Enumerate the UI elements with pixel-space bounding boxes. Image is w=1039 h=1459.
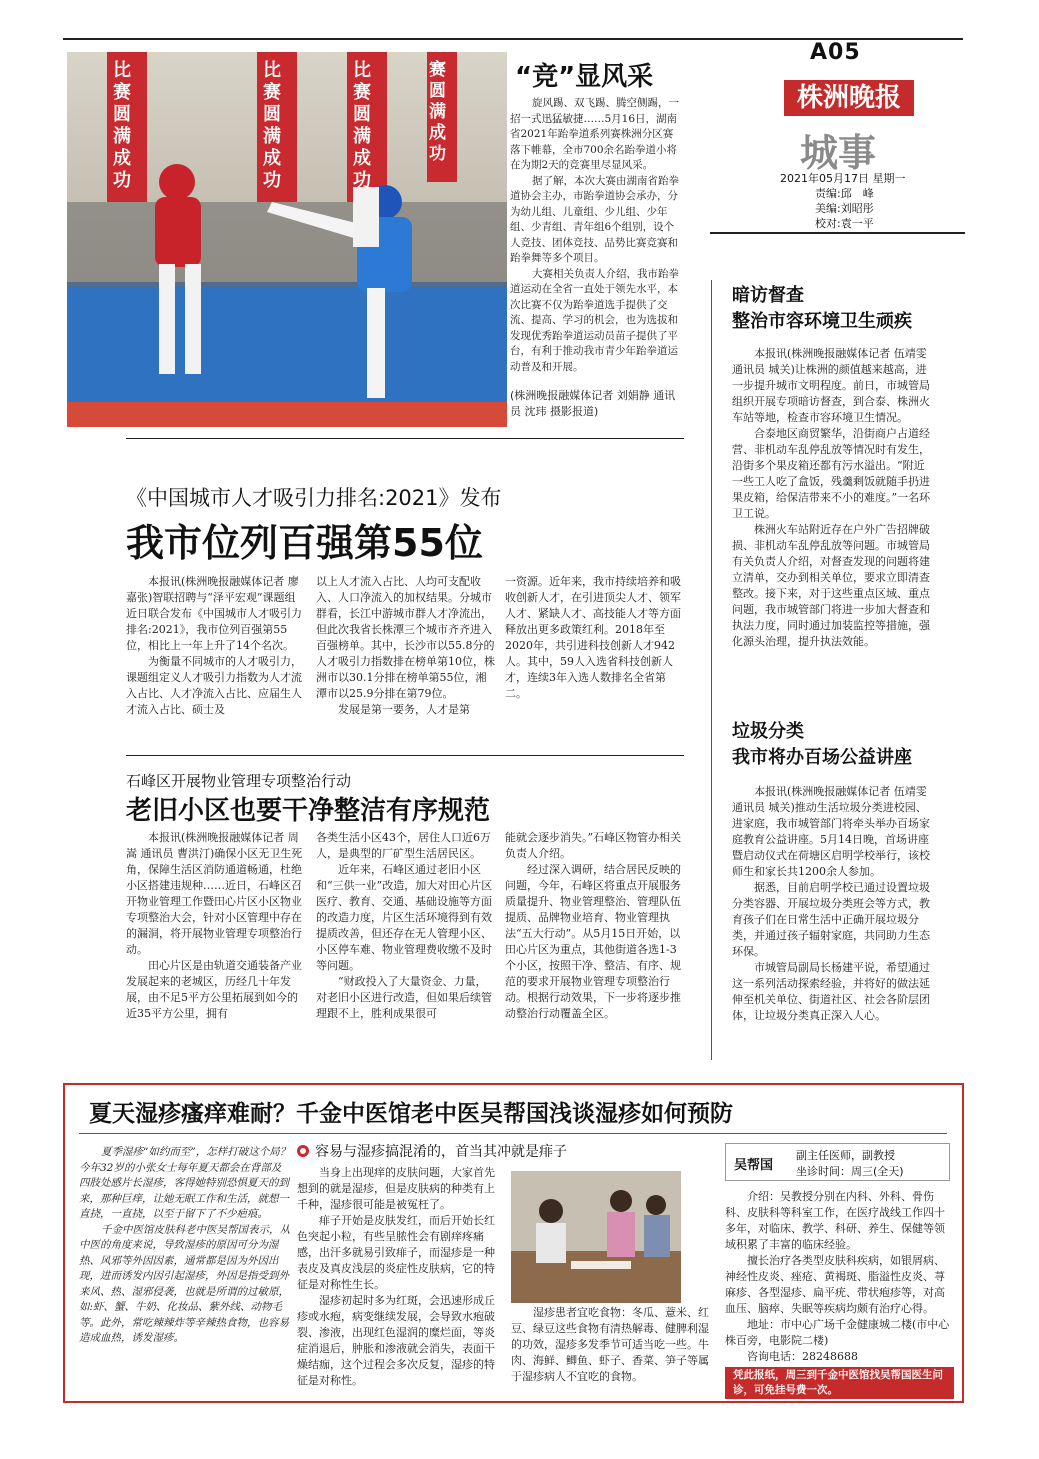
property-column-3 <box>505 830 685 1060</box>
garbage-paragraph: 本报讯(株洲晚报融媒体记者 伍靖雯 通讯员 城关)推动生活垃圾分类进校园、进家庭，我市城管部门将牵头举办百场家庭教育公益讲座。5月14日晚，首场讲座暨启动仪式在荷塘区启明学校举行，该校师生和家长共1200余人参加。 <box>732 785 930 878</box>
ad-footer-text: 凭此报纸，周三到千金中医馆找吴帮国医生问诊，可免挂号费一次。 <box>733 1369 943 1396</box>
banner-text-4: 赛圆满成功 <box>429 60 446 164</box>
sanitation-paragraph: 株洲火车站附近存在户外广告招牌破损、非机动车乱停乱放等问题。市城管局有关负责人介绍，对督查发现的问题将建立清单，交办到相关单位，要求立即清查整改。接下来，对于这些重点区域、重点问题，我市城管部门将进一步加大督查和执法力度，同时通过加装监控等措施，强化源头治理，提升执法效能。 <box>732 523 930 648</box>
ad-section-title: 容易与湿疹搞混淆的，首当其冲就是痱子 <box>315 1144 567 1160</box>
sanitation-title-2: 整治市容环境卫生顽疾 <box>732 311 912 332</box>
garbage-body <box>732 784 932 1052</box>
photo-story-paragraph: 大赛相关负责人介绍，我市跆拳道运动在全省一直处于领先水平，本次比赛不仅为跆拳道选手提供了交流、提高、学习的机会，也为选拔和发现优秀跆拳道运动员苗子提供了平台，有利于推动我市青少年跆拳道运动普及和开展。 <box>510 267 679 373</box>
paper-logo: 株洲晚报 <box>784 80 914 116</box>
photo-story-paragraph: 旋风踢、双飞踢、腾空侧踢，一招一式迅猛敏捷……5月16日，湖南省2021年跆拳道系列赛株洲分区赛落下帷幕，全市700余名跆拳道小将在为期2天的竞赛里尽显风采。 <box>510 97 679 171</box>
issue-date: 2021年05月17日 星期一 <box>780 172 906 185</box>
ad-intro-paragraph: 夏季湿疹“如约而至”，怎样打破这个局？今年32岁的小张女士每年夏天都会在背部及四肢处感片长湿疹，客得她特别恐惧夏天的到来，那种巨痒，让她无眠工作和生活，就想一直挠，一直挠，以至于留下了不少疤痕。 <box>79 1146 291 1220</box>
doctor-profile-paragraph: 擅长治疗各类型皮肤科疾病，如银屑病、神经性皮炎、痤疮、黄褐斑、脂溢性皮炎、荨麻疹、各型湿疹、扁平疣、带状疱疹等，对高血压、脑瘁、失眠等疾病均颇有治疗心得。 <box>725 1254 945 1315</box>
ad-footer-banner <box>725 1367 954 1399</box>
garbage-title-1: 垃圾分类 <box>732 721 804 742</box>
banner-text-1: 比赛圆满成功 <box>113 60 131 191</box>
doctor-profile-paragraph: 介绍：吴教授分别在内科、外科、骨伤科、皮肤科等科室工作，在医疗战线工作四十多年，对临床、教学、科研、养生、保健等领域积累了丰富的临床经验。 <box>725 1190 945 1251</box>
proofreader-credit: 校对:袁一平 <box>815 217 874 230</box>
taekwondo-photo <box>67 52 507 427</box>
talent-column-1 <box>126 574 306 724</box>
property-column-2 <box>316 830 496 1060</box>
talent-paragraph: 本报讯(株洲晚报融媒体记者 廖嘉张)智联招聘与“泽平宏观”课题组近日联合发布《中国城市人才吸引力排名:2021》，我市位列百强第55位，相比上一年上升了14个名次。 <box>126 575 302 652</box>
talent-paragraph: 一资源。近年来，我市持续培养和吸收创新人才，在引进顶尖人才、领军人才、紧缺人才、高技能人才等方面释放出更多政策红利。2018年至2020年，共引进科技创新人才942人。其中，59人入选省科技创新人才，连续3年入选人数排名全省第二。 <box>505 575 681 700</box>
ad-section-marker <box>297 1145 309 1157</box>
ad-article-body <box>297 1165 497 1399</box>
section-rule-2 <box>126 755 684 756</box>
property-subtitle: 石峰区开展物业管理专项整治行动 <box>126 772 352 790</box>
doctor-profile <box>725 1189 950 1364</box>
photo-story-title: “竞”显风采 <box>515 62 654 92</box>
property-paragraph: 近年来，石峰区通过老旧小区和“三供一业”改造，加大对田心片区医疗、教育、交通、基础设施等方面的改造力度，片区生活环境得到有效提质改善，但还存在无人管理小区、小区停车难、物业管理费收缴不及时等问题。 <box>316 863 493 972</box>
doctor-phone: 咨询电话：28248688 <box>747 1350 858 1363</box>
garbage-title-2: 我市将办百场公益讲座 <box>732 747 912 768</box>
sanitation-paragraph: 本报讯(株洲晚报融媒体记者 伍靖雯 通讯员 城关)让株洲的颜值越来越高，进一步提升城市文明程度。前日，市城管局组织开展专项暗访督查，到合泰、株洲火车站等地，检查市容环境卫生情况。 <box>732 347 930 424</box>
talent-paragraph: 以上人才流入占比、人均可支配收入、人口净流入的加权结果。分城市群看，长江中游城市群人才净流出，但此次我省长株潭三个城市齐齐进入百强榜单。其中，长沙市以55.8分的人才吸引力指数排在榜单第10位，株洲市以30.1分排在榜单第55位，湘潭市以25.9分排在第79位。 <box>316 575 495 700</box>
property-paragraph: 田心片区是由轨道交通装备产业发展起来的老城区，历经几十年发展，由不足5平方公里拓展到如今的近35平方公里，拥有 <box>126 959 302 1020</box>
doctor-card <box>725 1143 950 1181</box>
sanitation-body <box>732 346 932 691</box>
ad-article-paragraph: 当身上出现痒的皮肤问题，大家首先想到的就是湿疹，但是皮肤病的种类有上千种，湿疹很可能是被冤枉了。 <box>297 1166 495 1211</box>
property-paragraph: 经过深入调研，结合居民反映的问题，今年，石峰区将重点开展服务质量提升、物业管理整治、管理队伍提质、品牌物业培育、物业管理执法“五大行动”。从5月15日开始，以田心片区为重点，其他街道各选1-3个小区，按照干净、整洁、有序、规范的要求开展物业管理专项整治行动。根据行动效果，下一步将逐步推动整治行动覆盖全区。 <box>505 863 681 1020</box>
property-paragraph: 各类生活小区43个，居住人口近6万人，是典型的厂矿型生活居民区。 <box>316 831 491 860</box>
banner-text-2: 比赛圆满成功 <box>263 60 281 191</box>
sanitation-paragraph: 合泰地区商贸繁华，沿街商户占道经营、非机动车乱停乱放等情况时有发生，沿街多个果皮箱还都有污水溢出。“附近一些工人吃了盒饭，残羹剩饭就随手扔进果皮箱，给保洁带来不小的难度。”一名环卫工说。 <box>732 427 931 520</box>
ad-headline-rule <box>79 1133 947 1134</box>
photo-story-credit: (株洲晚报融媒体记者 刘娟静 通讯员 沈玮 摄影报道) <box>510 389 676 418</box>
photo-story-body <box>510 96 680 386</box>
sanitation-title-1: 暗访督查 <box>732 285 804 306</box>
masthead-rule <box>710 232 965 234</box>
editor-credit: 责编:邱 峰 <box>815 187 874 200</box>
consultation-photo <box>511 1171 681 1303</box>
ad-article-paragraph: 湿疹初起时多为红斑，会迅速形成丘疹或水疱，病变继续发展，会导致水疱破裂、渗液，出现红色湿润的糜烂面，等炎症消退后，肿胀和渗液就会消失，表面干燥结痂，这个过程会多次反复，湿疹的特征是对称性。 <box>297 1294 495 1387</box>
page-number: A05 <box>810 40 861 65</box>
doctor-title: 副主任医师，副教授 <box>796 1149 895 1162</box>
banner-text-3: 比赛圆满成功 <box>353 60 371 191</box>
art-editor-credit: 美编:刘昭彤 <box>815 202 874 215</box>
section-name: 城事 <box>800 130 877 175</box>
property-paragraph: 能就会逐步消失。”石峰区物管办相关负责人介绍。 <box>505 831 682 860</box>
ad-box <box>63 1083 964 1403</box>
talent-paragraph: 为衡量不同城市的人才吸引力，课题组定义人才吸引力指数为人才流入占比、人才净流入占比、应届生人才流入占比、硕士及 <box>126 655 302 716</box>
ad-intro-paragraph: 千金中医馆皮肤科老中医吴帮国表示，从中医的角度来说，导致湿疹的原因可分为湿热、风邪等外因因素，通常都是因为外因出现，进而诱发内因引起湿疹，外因是指受到外来风、热、湿邪侵袭，也就是所谓的过敏原，如:虾、蟹、牛奶、化妆品、紫外线、动物毛等。此外，常吃辣辣炸等辛辣热食物，也容易造成血热，诱发湿疹。 <box>79 1223 290 1344</box>
ad-article-paragraph: 痱子开始是皮肤发红，而后开始长红色突起小粒，有些呈脓性会有剧痒疼痛感，出汗多就易引致痱子，而湿疹是一种表皮及真皮浅层的炎症性皮肤病，它的特征是对称性生长。 <box>297 1214 495 1291</box>
talent-paragraph: 发展是第一要务，人才是第 <box>338 703 470 716</box>
doctor-schedule: 坐诊时间：周三(全天) <box>796 1165 904 1178</box>
property-column-1 <box>126 830 306 1060</box>
talent-subtitle: 《中国城市人才吸引力排名:2021》发布 <box>126 486 502 510</box>
masthead <box>780 40 970 240</box>
ad-intro <box>79 1145 291 1395</box>
section-rule-1 <box>126 438 684 439</box>
property-paragraph: “财政投入了大量资金、力量，对老旧小区进行改造，但如果后续管理跟不上，胜利成果很可 <box>316 975 492 1020</box>
ad-headline: 夏天湿疹瘙痒难耐？千金中医馆老中医吴帮国浅谈湿疹如何预防 <box>89 1101 733 1127</box>
talent-headline: 我市位列百强第55位 <box>126 521 483 565</box>
consultation-photo-caption: 湿疹患者宜吃食物：冬瓜、薏米、红豆、绿豆这些食物有清热解毒、健脾利湿的功效，湿疹多发季节可适当吃一些。牛肉、海鲜、鲫鱼、虾子、香菜、笋子等属于湿疹病人不宜吃的食物。 <box>511 1306 709 1383</box>
talent-column-3 <box>505 574 685 724</box>
talent-column-2 <box>316 574 496 724</box>
doctor-name: 吴帮国 <box>734 1158 774 1173</box>
garbage-paragraph: 市城管局副局长杨建平说，希望通过这一系列活动探索经验，并将好的做法延伸至机关单位、街道社区、社会各阶层团体，让垃圾分类真正深入人心。 <box>732 961 930 1022</box>
doctor-address: 地址：市中心广场千金健康城二楼(市中心株百旁，电影院二楼) <box>725 1318 950 1347</box>
garbage-paragraph: 据悉，目前启明学校已通过设置垃圾分类容器、开展垃圾分类班会等方式，教育孩子们在日常生活中正确开展垃圾分类，并通过孩子辐射家庭，共同助力生态环保。 <box>732 881 930 958</box>
photo-story-paragraph: 据了解，本次大赛由湖南省跆拳道协会主办，市跆拳道协会承办，分为幼儿组、儿童组、少儿组、少年组、少青组、青年组6个组别，设个人竞技、团体竞技、品势比赛竞赛和跆拳舞等多个项目。 <box>510 174 679 264</box>
column-rule <box>711 280 712 1060</box>
property-headline: 老旧小区也要干净整洁有序规范 <box>126 796 491 826</box>
property-paragraph: 本报讯(株洲晚报融媒体记者 周嵩 通讯员 曹洪汀)确保小区无卫生死角，保障生活区消防通道畅通，杜绝小区搭建违规种……近日，石峰区召开物业管理工作暨田心片区小区物业专项整治大会，针对小区管理中存在的漏洞，将开展物业管理专项整治行动。 <box>126 831 303 956</box>
